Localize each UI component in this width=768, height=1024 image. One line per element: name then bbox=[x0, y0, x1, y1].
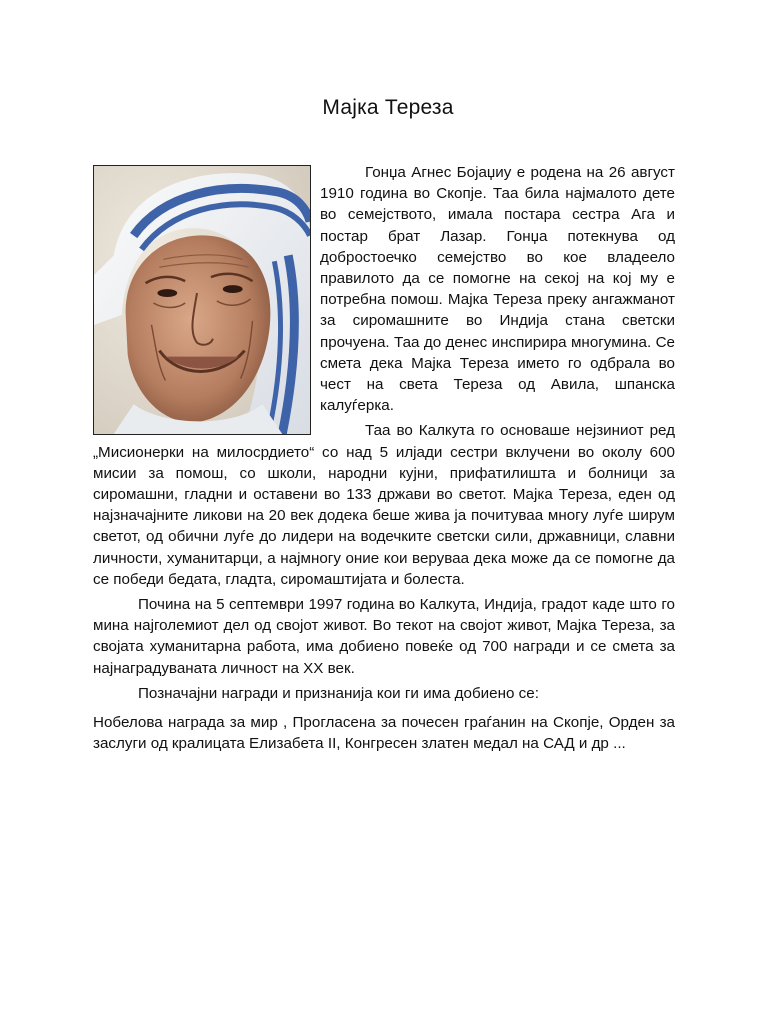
document-page bbox=[93, 96, 675, 754]
paragraph-awards-list: Нобелова награда за мир , Прогласена за почесен граѓанин на Скопје, Орден за заслуги од кралицата Елизабета II, Конгресен златен медал на САД и др ... bbox=[93, 714, 675, 753]
paragraph-death: Почина на 5 септември 1997 година во Калкута, Индија, градот каде што го мина најголемиот дел од својот живот. Во текот на својот живот, Мајка Тереза, за својата хуманитарна работа, има добиено повеќе од 700 награди и се смета за најнаградуваната личност на XX век. bbox=[93, 596, 675, 677]
portrait-photo bbox=[93, 165, 311, 435]
paragraph-missionaries: Таа во Калкута го основаше нејзиниот ред „Мисионерки на милосрдието“ со над 5 илјади сестри вклучени во околу 600 мисии за помош, со школи, народни кујни, прифатилишта и болници за сиромашни, гладни и оставени во 133 држави во светот. Мајка Тереза, еден од најзначајните ликови на 20 век додека беше жива ја почитуваа многу луѓе ширум светот, од обични луѓе до лидери на водечките светски сили, државници, славни личности, хуманитарци, а најмногу оние кои веруваа дека може да се помогне да се победи бедата, гладта, сиромаштијата и болеста. bbox=[93, 422, 675, 588]
portrait-image bbox=[94, 166, 310, 434]
paragraph-biography: Гонџа Агнес Бојаџиу е родена на 26 август 1910 година во Скопје. Таа била најмалото дете во семејството, имала постара сестра Ага и постар брат Лазар. Гонџа потекнува од добростоечко семејство во кое владеело правилото да се помогне на секој на кој му е потребна помош. Мајка Тереза преку ангажманот за сиромашните во Индија стана светски прочуена. Таа до денес инспирира многумина. Се смета дека Мајка Тереза името го одбрала во чест на света Тереза од Авила, шпанска калуѓерка. bbox=[320, 164, 675, 415]
document-title: Мајка Тереза bbox=[322, 96, 454, 119]
paragraph-awards-intro: Позначајни награди и признанија кои ги има добиено се: bbox=[138, 684, 539, 702]
